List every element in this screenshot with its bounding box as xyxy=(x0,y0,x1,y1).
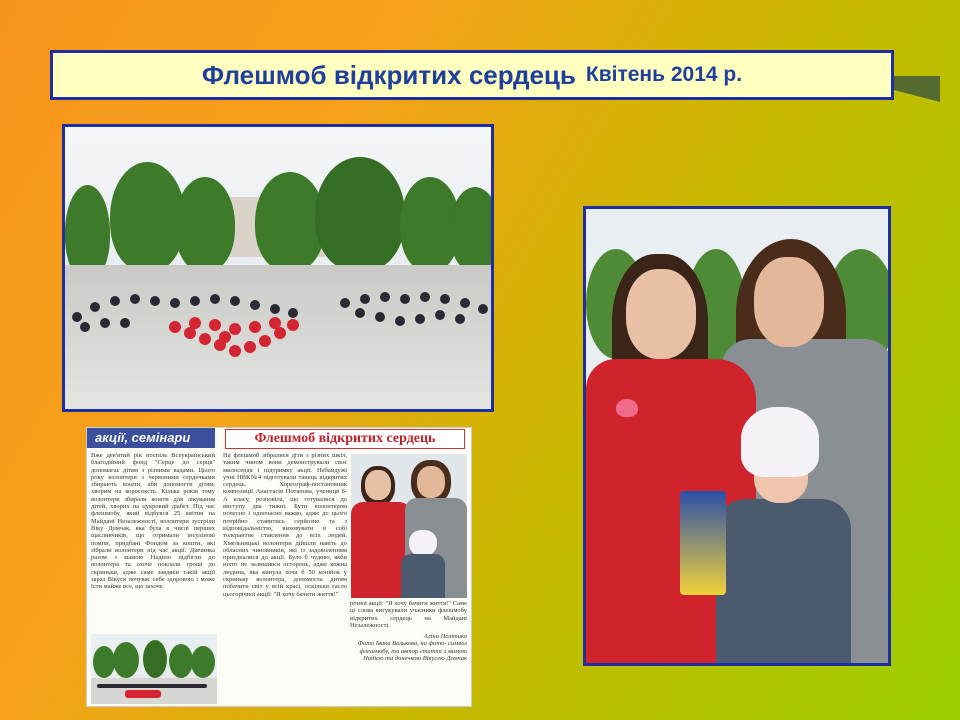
article-column-1: Вже дев'ятий рік поспіль Всеукраїнський благодійний фонд "Серце до серця" допомагає дітям з різними вадами. Цього року волонтери з червоними сердечками збирають кошти, аби допомогти дітям, хворим на коросоксть. Кілька років тому волонтери збирали кошти для лікування дітей, хворих на цукровий діабет. Під час флешмобу, який відбувся 25 квітня на Майдані Незалежності, волонтери зустріли Віку Домчак, яка була в числі перших щасливчиків, що отримали інсулінові помпи, придбані Фондом за кошти, які зібрали волонтери під час акції. Дівчинка разом з мамою Надією підбігли до волонтера та охоче поклали гроші до скриньки, адже саме завдяки такій акції зараз Вікуся почуває себе здоровою і може їсти майже все, що захоче. xyxy=(91,452,215,591)
volunteers-photo xyxy=(583,206,891,666)
article-headline: Флешмоб відкритих сердець xyxy=(225,429,465,449)
heart-icon xyxy=(616,399,638,417)
slide-title xyxy=(50,50,894,100)
heart-formation xyxy=(65,127,491,409)
byline: Аліна Політико xyxy=(423,633,467,641)
girl-face xyxy=(626,269,696,359)
article-column-3 xyxy=(350,600,467,706)
woman-face xyxy=(754,257,824,347)
donation-box xyxy=(680,491,726,595)
child-hat xyxy=(741,407,819,477)
article-photo xyxy=(351,454,467,598)
article-column-2: На флешмоб зібралися діти з різних шкіл, таким чином вони демонстрували своє милосердя і підтримку акції. Небайдужі учні НВК№4 підготували танець відкритих сердець. Хореограф-постановник композиції Анастасія Потапова, учениця 8-А класу, розповіла, що готувалися до виступу два тижні. Бути волонтером почесно і одночасно важко, адже до цього потрібно ставитись серйозно та з відповідальністю, виховувати в собі толерантне ставлення до всіх людей. Хмельницькі волонтери дійшли навіть до обласних чиновників, які із задоволенням приєдналися до акції. Було б чудово, якби ніхто не залишився осторонь, адже кожна людина, яка кинула хоча б 50 копійок у скриньку волонтера, допомогла дитям побачити світ у всій красі, оскільки гасло цьогорічної акції: "Я хочу бачити життя!" xyxy=(223,452,347,598)
flashmob-photo xyxy=(62,124,494,412)
newspaper-clipping xyxy=(86,427,472,707)
article-flashmob-photo xyxy=(91,634,217,704)
photo-credit: Фото Івана Валькова, на фото- символ флешмобу, та автор статті з мамою Надією та донечкою Вікусею Домчак xyxy=(357,640,467,663)
section-tag: акції, семінари xyxy=(87,428,215,448)
title-date: Квітень 2014 р. xyxy=(585,63,743,86)
child-jacket xyxy=(716,499,851,666)
title-main: Флешмоб відкритих сердець xyxy=(201,59,576,90)
column-3-text: річної акції: "Я хочу бачити життя!" Саме ці слова вигукували учасники флешмобу відкритих сердець на Майдані Незалежності. xyxy=(350,600,467,629)
